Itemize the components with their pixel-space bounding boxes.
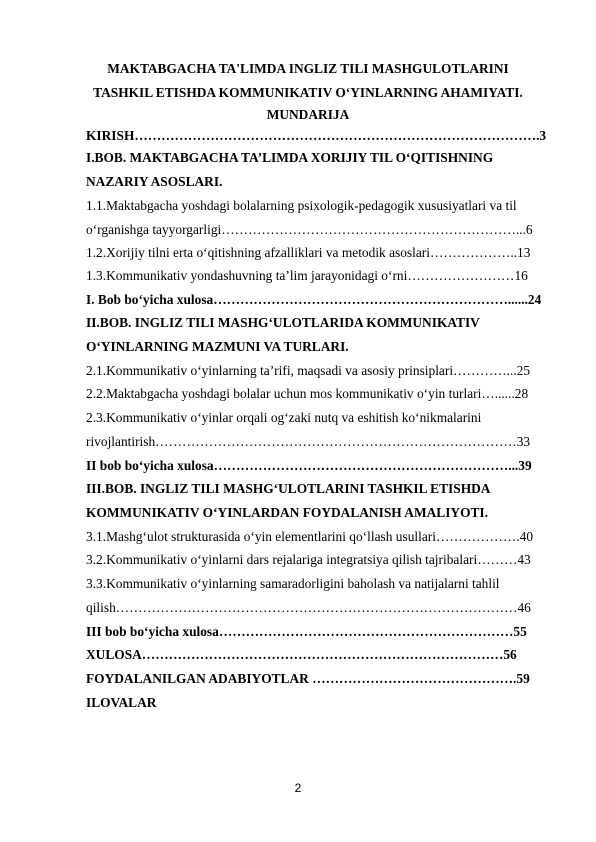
toc-entry: III bob bo‘yicha xulosa…………………………………………………………55: [86, 624, 527, 639]
toc-entry: 3.1.Mashg‘ulot strukturasida o‘yin elementlarini qo‘llash usullari……………….40: [86, 529, 534, 544]
toc-entry: KIRISH……………………………………………………………………………….3: [86, 128, 547, 143]
toc-entry: KOMMUNIKATIV O‘YINLARDAN FOYDALANISH AMALIYOTI.: [86, 505, 488, 520]
toc-entry: 2.2.Maktabgacha yoshdagi bolalar uchun mos kommunikativ o‘yin turlari…......28: [86, 386, 529, 401]
toc-entry: ILOVALAR: [86, 695, 157, 710]
toc-entry: II bob bo‘yicha xulosa…………………………………………………………...39: [86, 458, 532, 473]
toc-entry: rivojlantirish………………………………………………………………………33: [86, 434, 531, 449]
toc-entry: 3.2.Kommunikativ o‘yinlarni dars rejalariga integratsiya qilish tajribalari………43: [86, 552, 531, 567]
toc-entry: XULOSA………………………………………………………………………56: [86, 647, 517, 662]
page-number: 2: [294, 781, 302, 795]
toc-entry: qilish………………………………………………………………………………46: [86, 600, 531, 615]
toc-entry: I.BOB. MAKTABGACHA TA’LIMDA XORIJIY TIL O‘QITISHNING: [86, 150, 494, 165]
toc-entry: I. Bob bo‘yicha xulosa…………………………………………………………......24: [86, 292, 542, 307]
document-title-line-1: MAKTABGACHA TA'LIMDA INGLIZ TILI MASHGULOTLARINI: [107, 61, 509, 76]
toc-entry: o‘rganishga tayyorgarligi…………………………………………………………...6: [86, 222, 533, 237]
toc-entry: 2.1.Kommunikativ o‘yinlarning ta’rifi, maqsadi va asosiy prinsiplari…………...25: [86, 363, 531, 378]
toc-entry: 1.3.Kommunikativ yondashuvning ta’lim jarayonidagi o‘rni……………………16: [86, 268, 528, 283]
toc-entry: FOYDALANILGAN ADABIYOTLAR ……………………………………….59: [86, 671, 530, 686]
toc-entry: 1.2.Xorijiy tilni erta o‘qitishning afzalliklari va metodik asoslari………………..13: [86, 245, 531, 260]
toc-entry: III.BOB. INGLIZ TILI MASHG‘ULOTLARINI TASHKIL ETISHDA: [86, 481, 491, 496]
toc-entry: 3.3.Kommunikativ o‘yinlarning samaradorligini baholash va natijalarni tahlil: [86, 576, 500, 591]
toc-entry: 1.1.Maktabgacha yoshdagi bolalarning psixologik-pedagogik xususiyatlari va til: [86, 198, 517, 213]
toc-entry: NAZARIY ASOSLARI.: [86, 174, 223, 189]
contents-heading: MUNDARIJA: [266, 107, 350, 122]
document-title-line-2: TASHKIL ETISHDA KOMMUNIKATIV O‘YINLARNING AHAMIYATI.: [93, 85, 523, 100]
toc-entry: II.BOB. INGLIZ TILI MASHG‘ULOTLARIDA KOMMUNIKATIV: [86, 315, 480, 330]
toc-entry: O‘YINLARNING MAZMUNI VA TURLARI.: [86, 339, 349, 354]
toc-entry: 2.3.Kommunikativ o‘yinlar orqali og‘zaki nutq va eshitish ko‘nikmalarini: [86, 410, 482, 425]
